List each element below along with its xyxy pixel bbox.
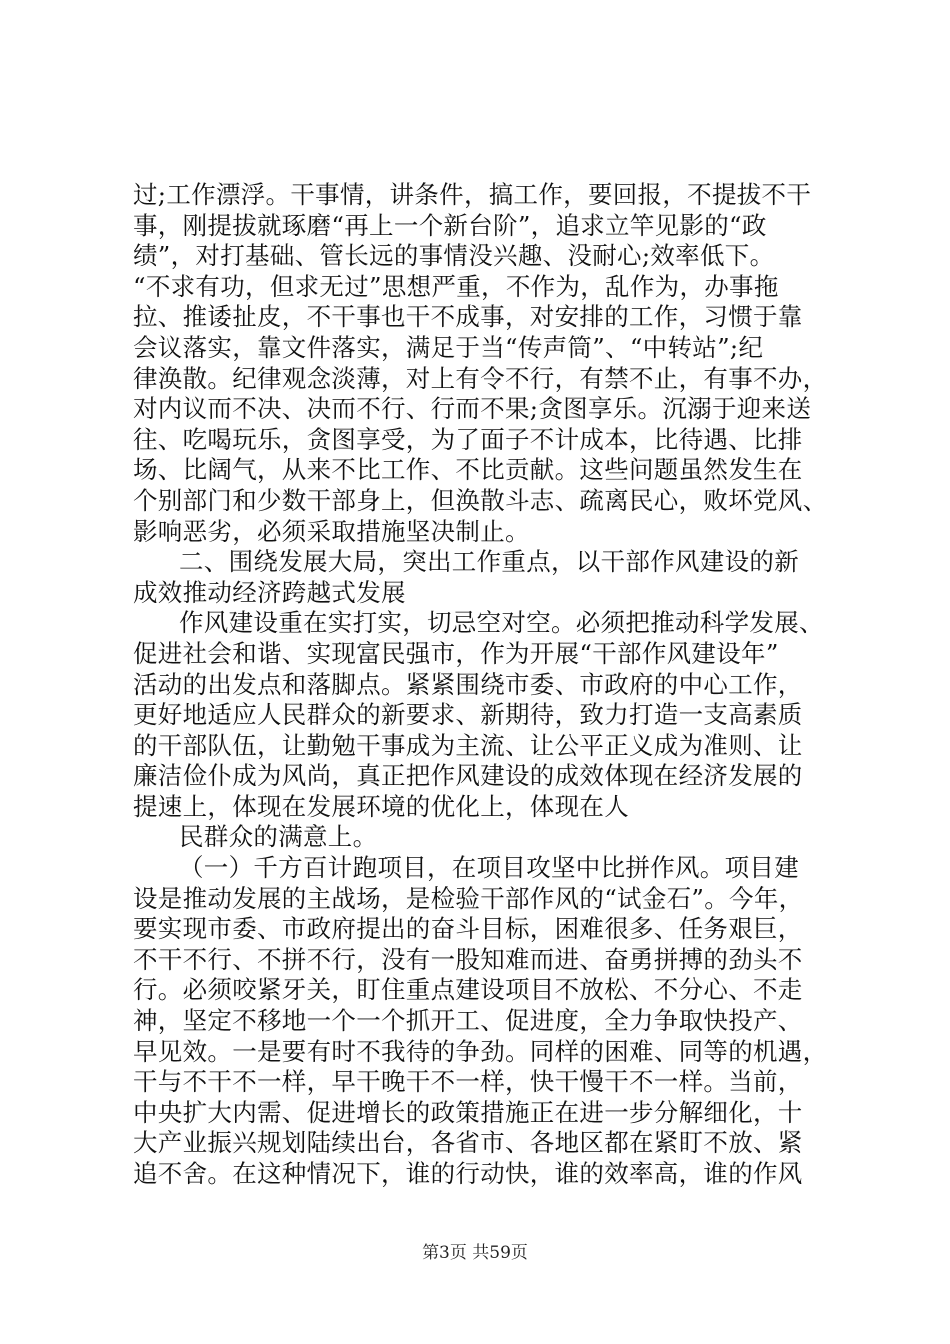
page-number-footer: 第3页 共59页 <box>422 1243 528 1263</box>
text-line: 早见效。一是要有时不我待的争劲。同样的困难、同等的机遇， <box>133 1036 828 1066</box>
text-line: 绩”，对打基础、管长远的事情没兴趣、没耐心;效率低下。 <box>133 241 775 271</box>
text-line: 行。必须咬紧牙关，盯住重点建设项目不放松、不分心、不走 <box>133 975 803 1005</box>
text-line: 追不舍。在这种情况下，谁的行动快，谁的效率高，谁的作风 <box>133 1159 803 1188</box>
text-line: 民群众的满意上。 <box>179 822 378 852</box>
text-line: 不干不行、不拼不行，没有一股知难而进、奋勇拼搏的劲头不 <box>133 944 803 974</box>
text-line: 神，坚定不移地一个一个抓开工、促进度，全力争取快投产、 <box>133 1006 803 1036</box>
text-line: 对内议而不决、决而不行、行而不果;贪图享乐。沉溺于迎来送 <box>133 394 812 424</box>
text-line: 更好地适应人民群众的新要求、新期待，致力打造一支高素质 <box>133 700 803 730</box>
text-line: 提速上，体现在发展环境的优化上，体现在人 <box>133 791 629 821</box>
document-body <box>133 180 828 1190</box>
text-line: 往、吃喝玩乐，贪图享受，为了面子不计成本，比待遇、比排 <box>133 424 803 454</box>
text-line: 作风建设重在实打实，切忌空对空。必须把推动科学发展、 <box>179 608 824 638</box>
subsection-heading-line: （一）千方百计跑项目，在项目攻坚中比拼作风。项目建 <box>179 853 799 883</box>
text-line: 设是推动发展的主战场，是检验干部作风的“试金石”。今年， <box>133 883 804 913</box>
text-line: 中央扩大内需、促进增长的政策措施正在进一步分解细化，十 <box>133 1097 803 1127</box>
text-line: 活动的出发点和落脚点。紧紧围绕市委、市政府的中心工作， <box>133 669 803 699</box>
text-line: 场、比阔气，从来不比工作、不比贡献。这些问题虽然发生在 <box>133 455 803 485</box>
text-line: 要实现市委、市政府提出的奋斗目标，困难很多、任务艰巨， <box>133 914 803 944</box>
section-heading-line: 成效推动经济跨越式发展 <box>133 577 406 607</box>
text-line: 大产业振兴规划陆续出台，各省市、各地区都在紧盯不放、紧 <box>133 1128 803 1158</box>
text-line: 廉洁俭仆成为风尚，真正把作风建设的成效体现在经济发展的 <box>133 761 803 791</box>
text-line: “不求有功，但求无过”思想严重，不作为，乱作为，办事拖 <box>133 271 779 301</box>
text-line: 事，刚提拔就琢磨“再上一个新台阶”，追求立竿见影的“政 <box>133 210 767 240</box>
text-line: 促进社会和谐、实现富民强市，作为开展“干部作风建设年” <box>133 638 779 668</box>
text-line: 的干部队伍，让勤勉干事成为主流、让公平正义成为准则、让 <box>133 730 803 760</box>
text-line: 干与不干不一样，早干晚干不一样，快干慢干不一样。当前， <box>133 1067 803 1097</box>
section-heading-line: 二、围绕发展大局，突出工作重点，以干部作风建设的新 <box>179 547 799 577</box>
text-line: 过;工作漂浮。干事情，讲条件，搞工作，要回报，不提拔不干 <box>133 180 812 209</box>
text-line: 个别部门和少数干部身上，但涣散斗志、疏离民心，败坏党风、 <box>133 485 828 515</box>
text-line: 律涣散。纪律观念淡薄，对上有令不行，有禁不止，有事不办， <box>133 363 828 393</box>
text-line: 会议落实，靠文件落实，满足于当“传声筒”、“中转站”;纪 <box>133 332 764 362</box>
text-line: 影响恶劣，必须采取措施坚决制止。 <box>133 516 530 546</box>
text-line: 拉、推诿扯皮，不干事也干不成事，对安排的工作，习惯于靠 <box>133 302 803 332</box>
